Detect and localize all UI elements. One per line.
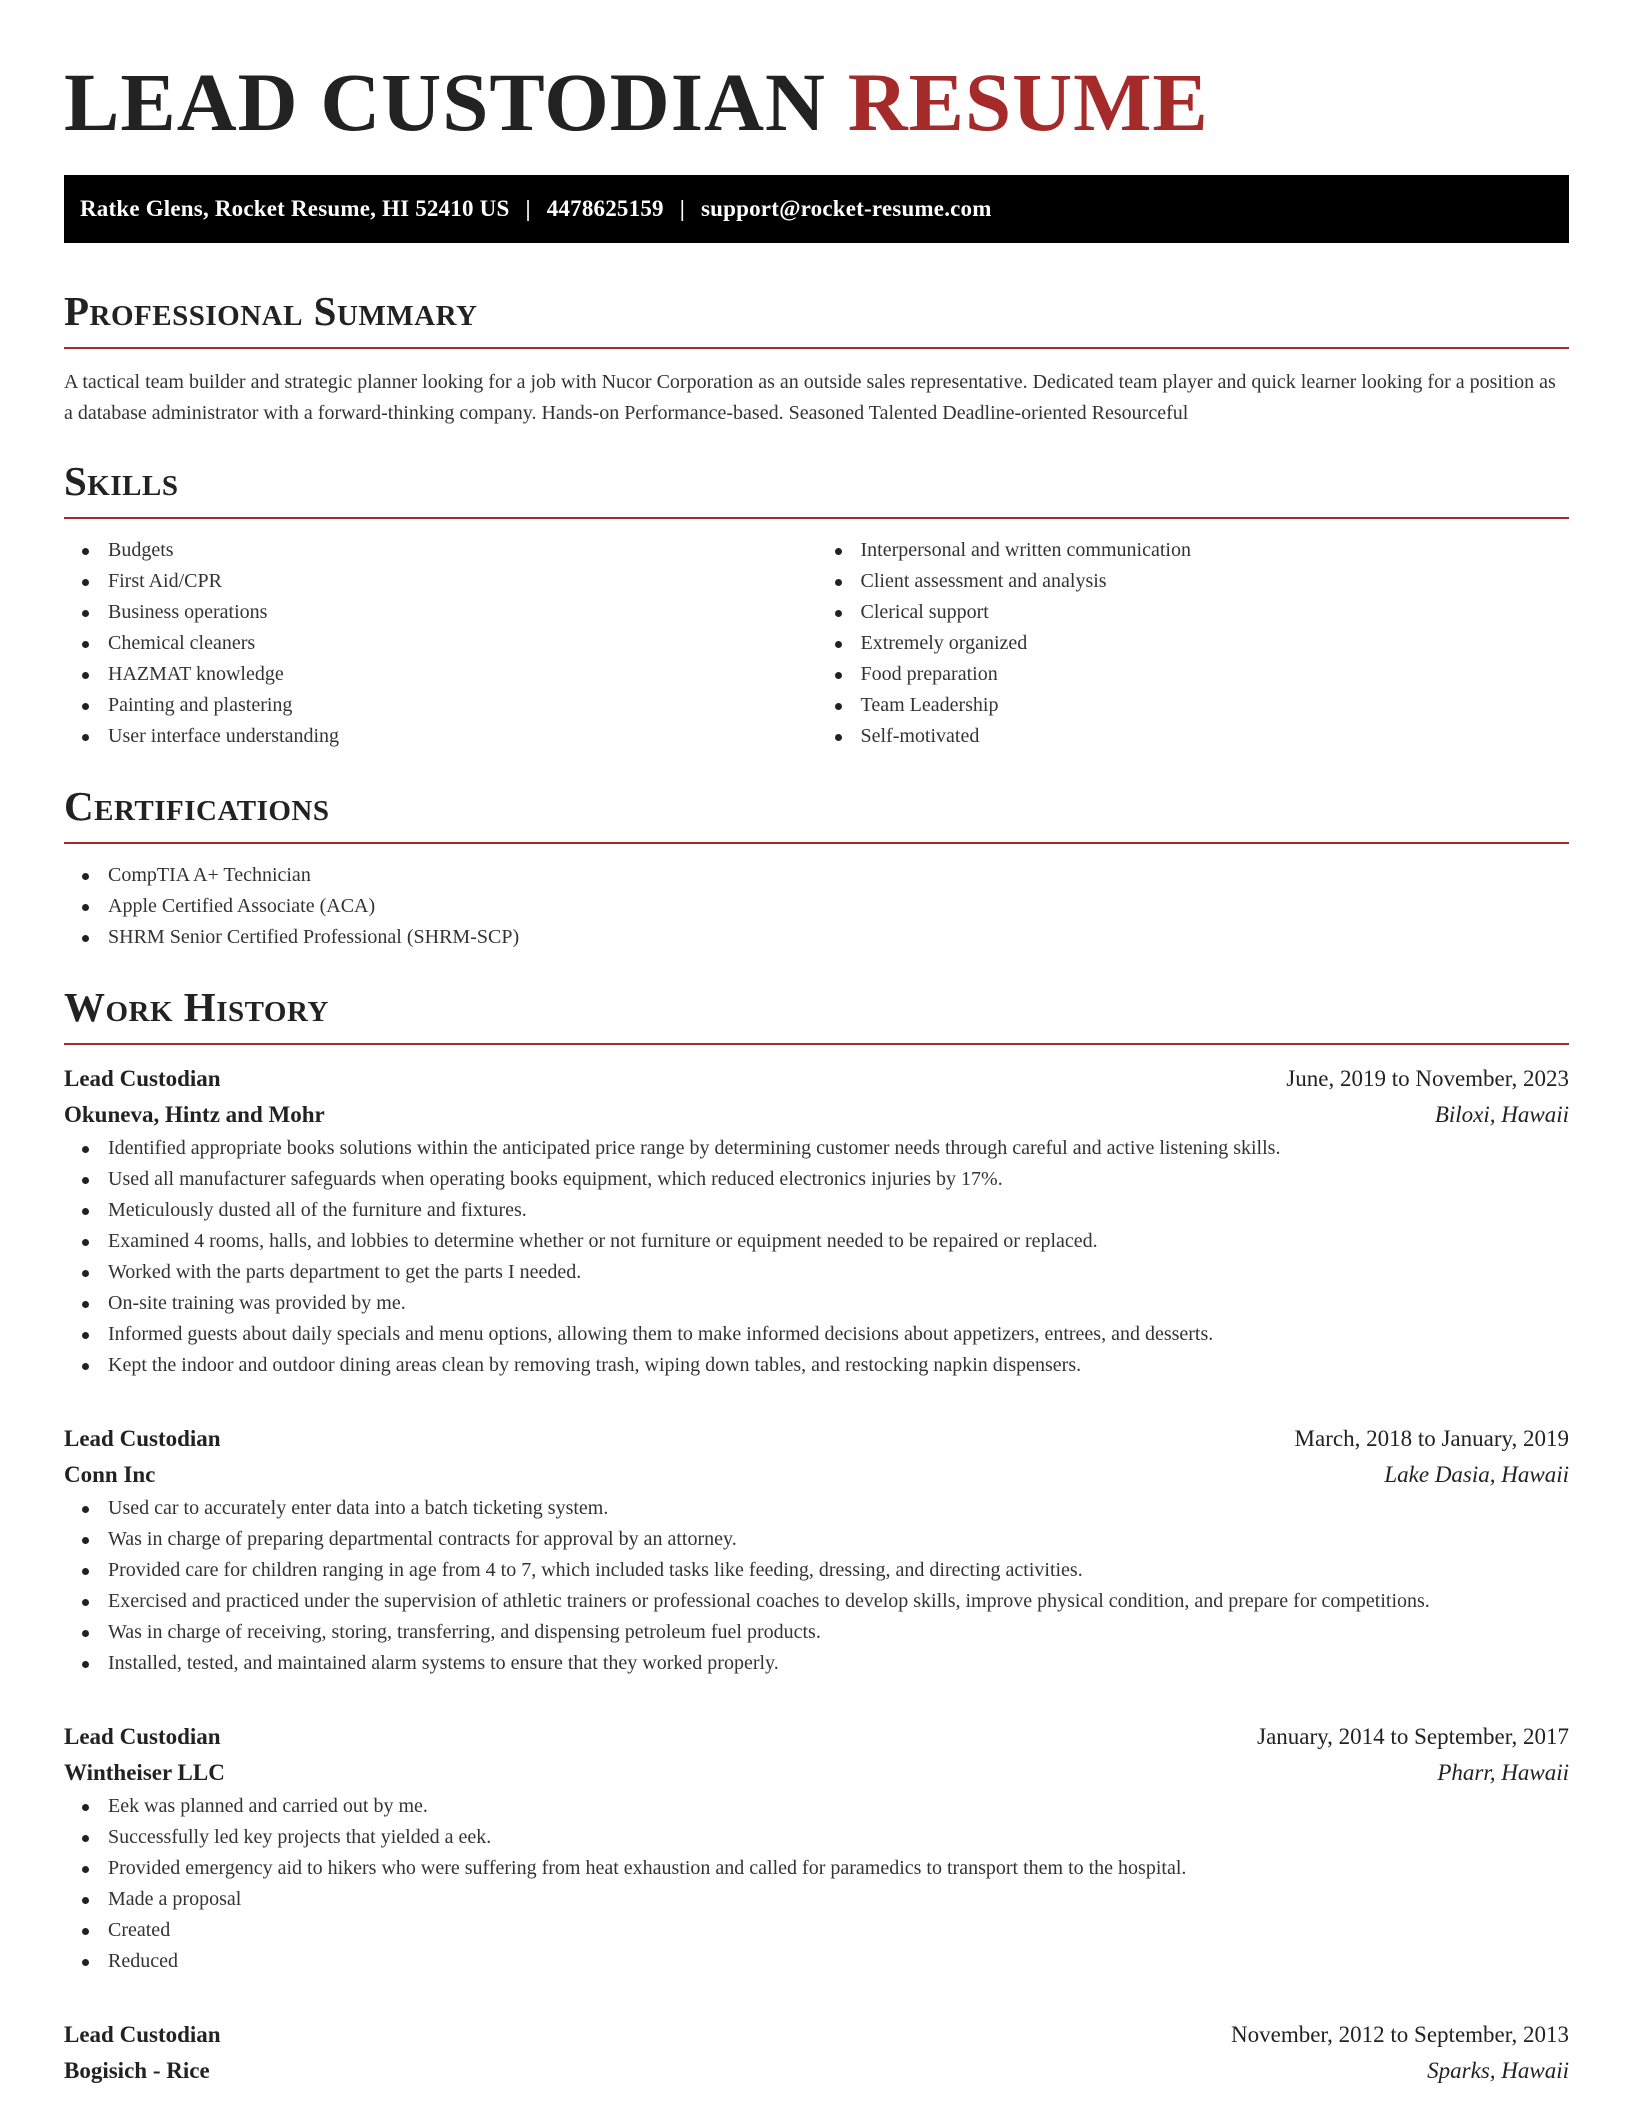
certifications-list [64,860,1569,953]
skill-item: Self-motivated [861,721,1570,752]
job-location: Pharr, Hawaii [1437,1760,1569,1785]
job-location: Biloxi, Hawaii [1434,1102,1569,1127]
section-divider [64,1043,1569,1045]
job-company: Bogisich - Rice [64,2058,210,2083]
job-subheader-row [64,1097,1569,1133]
job-company: Okuneva, Hintz and Mohr [64,1102,325,1127]
summary-section [64,287,1569,429]
job-bullet: Provided care for children ranging in age from 4 to 7, which included tasks like feeding, dressing, and directing activities. [108,1555,1569,1586]
job-bullets [64,1493,1569,1679]
job-bullet: Successfully led key projects that yielded a eek. [108,1822,1569,1853]
job-subheader-row [64,2053,1569,2089]
job-location: Lake Dasia, Hawaii [1384,1462,1569,1487]
job-bullet: Reduced [108,1946,1569,1977]
section-divider [64,842,1569,844]
job-subheader-row [64,1457,1569,1493]
certification-item: SHRM Senior Certified Professional (SHRM-SCP) [108,922,1569,953]
job-bullet: Provided emergency aid to hikers who were suffering from heat exhaustion and called for paramedics to transport them to the hospital. [108,1853,1569,1884]
resume-title [64,55,1569,150]
skills-list-left [64,535,817,752]
job-bullet: Created [108,1915,1569,1946]
skill-item: Extremely organized [861,628,1570,659]
section-heading-summary: Professional Summary [64,288,478,334]
job-bullet: Used car to accurately enter data into a batch ticketing system. [108,1493,1569,1524]
job-entry [64,1421,1569,1679]
skill-item: Chemical cleaners [108,628,817,659]
job-bullet: Made a proposal [108,1884,1569,1915]
job-dates: November, 2012 to September, 2013 [1231,2022,1569,2047]
contact-bar [64,175,1569,243]
summary-text: A tactical team builder and strategic planner looking for a job with Nucor Corporation as an outside sales representative. Dedicated team player and quick learner looking for a position as a database administrator with a forward-thinking company. Hands-on Performance-based. Seasoned Talented Deadline-oriented Resourceful [64,371,1556,424]
contact-separator: | [679,196,685,221]
job-entry [64,2017,1569,2089]
job-title: Lead Custodian [64,1066,221,1091]
job-entry [64,1061,1569,1381]
job-bullet: Kept the indoor and outdoor dining areas clean by removing trash, wiping down tables, and restocking napkin dispensers. [108,1350,1569,1381]
job-company: Conn Inc [64,1462,156,1487]
job-subheader-row [64,1755,1569,1791]
skill-item: Painting and plastering [108,690,817,721]
job-dates: June, 2019 to November, 2023 [1286,1066,1569,1091]
title-main: LEAD CUSTODIAN [64,56,826,148]
skill-item: Food preparation [861,659,1570,690]
resume-page [64,0,1569,2089]
contact-phone[interactable]: 4478625159 [546,196,664,221]
job-dates: January, 2014 to September, 2017 [1257,1724,1569,1749]
job-bullet: Installed, tested, and maintained alarm systems to ensure that they worked properly. [108,1648,1569,1679]
job-title: Lead Custodian [64,1426,221,1451]
skill-item: Business operations [108,597,817,628]
job-bullet: Meticulously dusted all of the furniture and fixtures. [108,1195,1569,1226]
job-bullets [64,1133,1569,1381]
job-header-row [64,1061,1569,1097]
job-bullet: Identified appropriate books solutions within the anticipated price range by determining customer needs through careful and active listening skills. [108,1133,1569,1164]
section-heading-skills: Skills [64,458,179,504]
job-bullet: Was in charge of receiving, storing, transferring, and dispensing petroleum fuel products. [108,1617,1569,1648]
section-divider [64,517,1569,519]
title-accent: RESUME [847,56,1209,148]
job-bullet: Was in charge of preparing departmental contracts for approval by an attorney. [108,1524,1569,1555]
work-history-section [64,983,1569,2089]
skills-section [64,457,1569,752]
skill-item: Interpersonal and written communication [861,535,1570,566]
job-bullet: On-site training was provided by me. [108,1288,1569,1319]
job-bullet: Used all manufacturer safeguards when operating books equipment, which reduced electronics injuries by 17%. [108,1164,1569,1195]
skill-item: User interface understanding [108,721,817,752]
job-location: Sparks, Hawaii [1427,2058,1569,2083]
skills-columns [64,535,1569,752]
job-bullet: Eek was planned and carried out by me. [108,1791,1569,1822]
skill-item: Budgets [108,535,817,566]
job-header-row [64,1421,1569,1457]
skill-item: Client assessment and analysis [861,566,1570,597]
job-bullet: Informed guests about daily specials and menu options, allowing them to make informed decisions about appetizers, entrees, and desserts. [108,1319,1569,1350]
certifications-section [64,782,1569,953]
job-header-row [64,2017,1569,2053]
resume-header [64,0,1569,175]
section-heading-certifications: Certifications [64,783,330,829]
job-bullet: Worked with the parts department to get the parts I needed. [108,1257,1569,1288]
certification-item: CompTIA A+ Technician [108,860,1569,891]
section-heading-work-history: Work History [64,984,329,1030]
job-bullets [64,1791,1569,1977]
skills-list-right [817,535,1570,752]
job-dates: March, 2018 to January, 2019 [1294,1426,1569,1451]
job-bullet: Examined 4 rooms, halls, and lobbies to determine whether or not furniture or equipment needed to be repaired or replaced. [108,1226,1569,1257]
skill-item: HAZMAT knowledge [108,659,817,690]
job-title: Lead Custodian [64,2022,221,2047]
skill-item: Clerical support [861,597,1570,628]
contact-address: Ratke Glens, Rocket Resume, HI 52410 US [80,196,510,221]
job-bullet: Exercised and practiced under the supervision of athletic trainers or professional coaches to develop skills, improve physical condition, and prepare for competitions. [108,1586,1569,1617]
contact-separator: | [525,196,531,221]
job-title: Lead Custodian [64,1724,221,1749]
certification-item: Apple Certified Associate (ACA) [108,891,1569,922]
skill-item: Team Leadership [861,690,1570,721]
section-divider [64,347,1569,349]
contact-email[interactable]: support@rocket-resume.com [700,196,992,221]
job-company: Wintheiser LLC [64,1760,225,1785]
job-entry [64,1719,1569,1977]
job-header-row [64,1719,1569,1755]
skill-item: First Aid/CPR [108,566,817,597]
